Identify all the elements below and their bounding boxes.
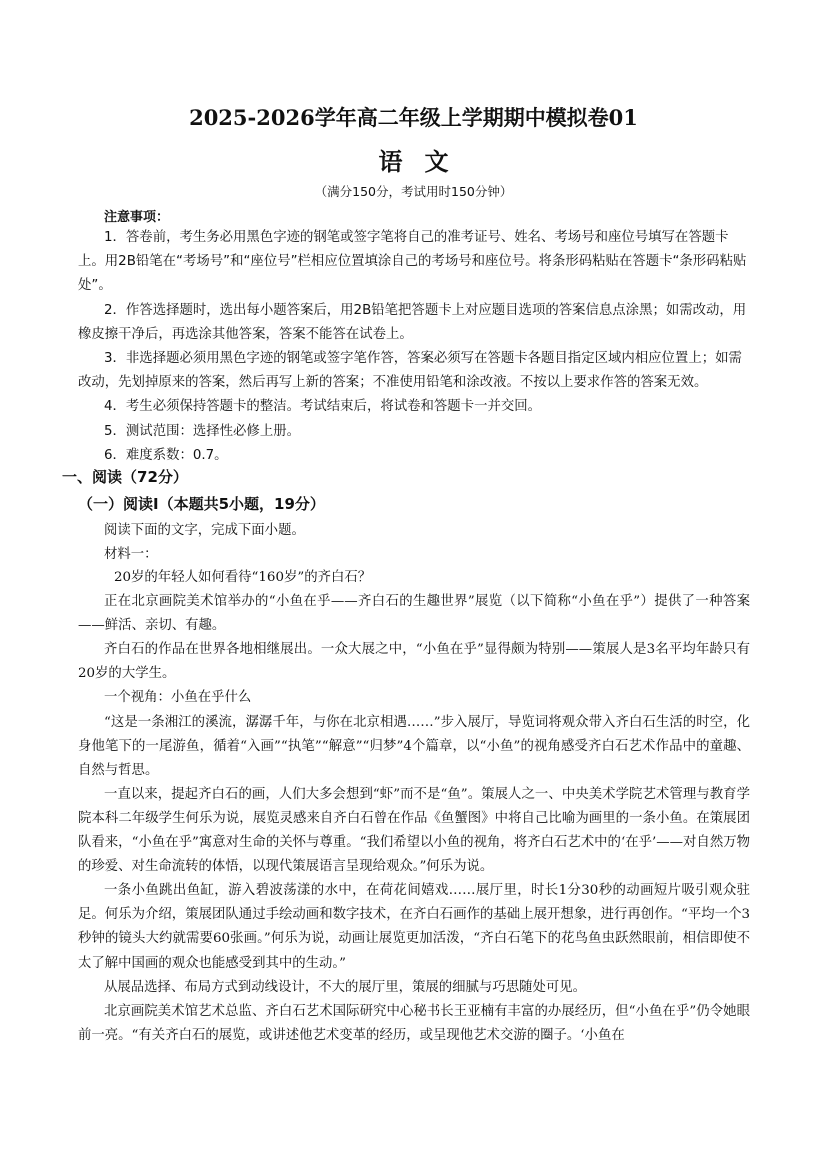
notice-list <box>78 226 750 468</box>
notice-item: 5．测试范围：选择性必修上册。 <box>104 423 300 439</box>
exam-meta: （满分150分，考试用时150分钟） <box>314 184 513 199</box>
notice-item: 4．考生必须保持答题卡的整洁。考试结束后，将试卷和答题卡一并交回。 <box>104 399 542 415</box>
instruction-text: 阅读下面的文字，完成下面小题。 <box>104 523 305 538</box>
subsection-heading: （一）阅读Ⅰ（本题共5小题，19分） <box>78 495 325 513</box>
article-paragraph: 从展品选择、布局方式到动线设计，不大的展厅里，策展的细腻与巧思随处可见。 <box>104 979 587 995</box>
article-section-heading: 一个视角：小鱼在乎什么 <box>104 690 252 706</box>
notice-item: 1．答卷前，考生务必用黑色字迹的钢笔或签字笔将自己的准考证号、姓名、考场号和座位号填写在答题卡上。用2B铅笔在“考场号”和“座位号”栏相应位置填涂自己的考场号和座位号。将条形码粘贴在答题卡“条形码粘贴处”。 <box>78 230 747 294</box>
reading-intro <box>104 519 305 567</box>
article-paragraph: 一直以来，提起齐白石的画，人们大多会想到“虾”而不是“鱼”。策展人之一、中央美术学院艺术管理与教育学院本科二年级学生何乐为说，展览灵感来自齐白石曾在作品《鱼蟹图》中将自己比喻为画里的一条小鱼。在策展团队看来，“小鱼在乎”寓意对生命的关怀与尊重。“我们希望以小鱼的视角，将齐白石艺术中的‘在乎’——对自然万物的珍爱、对生命流转的体悟，以现代策展语言呈现给观众。”何乐为说。 <box>78 786 750 875</box>
exam-title: 2025-2026学年高二年级上学期期中模拟卷01 <box>189 105 638 130</box>
article-subtitle: 20岁的年轻人如何看待“160岁”的齐白石？ <box>114 570 372 585</box>
notice-item: 2．作答选择题时，选出每小题答案后，用2B铅笔把答题卡上对应题目选项的答案信息点涂黑；如需改动，用橡皮擦干净后，再选涂其他答案，答案不能答在试卷上。 <box>78 302 747 342</box>
article-paragraph: “这是一条湘江的溪流，潺潺千年，与你在北京相遇……”步入展厅，导览词将观众带入齐白石生活的时空，化身他笔下的一尾游鱼，循着“入画”“执笔”“解意”“归梦”4个篇章，以“小鱼”的视角感受齐白石艺术作品中的童趣、自然与哲思。 <box>78 714 750 778</box>
material-label: 材料一： <box>104 547 158 562</box>
article-paragraph: 一条小鱼跳出鱼缸，游入碧波荡漾的水中，在荷花间嬉戏……展厅里，时长1分30秒的动画短片吸引观众驻足。何乐为介绍，策展团队通过手绘动画和数字技术，在齐白石画作的基础上展开想象，进行再创作。“平均一个3秒钟的镜头大约就需要60张画。”何乐为说，动画让展览更加活泼，“齐白石笔下的花鸟鱼虫跃然眼前，相信即使不太了解中国画的观众也能感受到其中的生动。” <box>78 883 750 971</box>
subject-title: 语文 <box>378 147 471 176</box>
article-body <box>78 566 750 1048</box>
notice-item: 6．难度系数：0.7。 <box>104 447 228 463</box>
article-paragraph: 齐白石的作品在世界各地相继展出。一众大展之中，“小鱼在乎”显得颇为特别——策展人是3名平均年龄只有20岁的大学生。 <box>78 642 750 682</box>
notice-heading: 注意事项： <box>104 210 170 225</box>
section-heading: 一、阅读（72分） <box>62 468 188 486</box>
article-paragraph: 正在北京画院美术馆举办的“小鱼在乎——齐白石的生趣世界”展览（以下简称“小鱼在乎”）提供了一种答案——鲜活、亲切、有趣。 <box>78 594 750 634</box>
notice-item: 3．非选择题必须用黑色字迹的钢笔或签字笔作答，答案必须写在答题卡各题目指定区域内相应位置上；如需改动，先划掉原来的答案，然后再写上新的答案；不准使用铅笔和涂改液。不按以上要求作答的答案无效。 <box>78 351 742 391</box>
article-paragraph: 北京画院美术馆艺术总监、齐白石艺术国际研究中心秘书长王亚楠有丰富的办展经历，但“小鱼在乎”仍令她眼前一亮。“有关齐白石的展览，或讲述他艺术变革的经历，或呈现他艺术交游的圈子。‘小鱼在 <box>78 1003 750 1043</box>
